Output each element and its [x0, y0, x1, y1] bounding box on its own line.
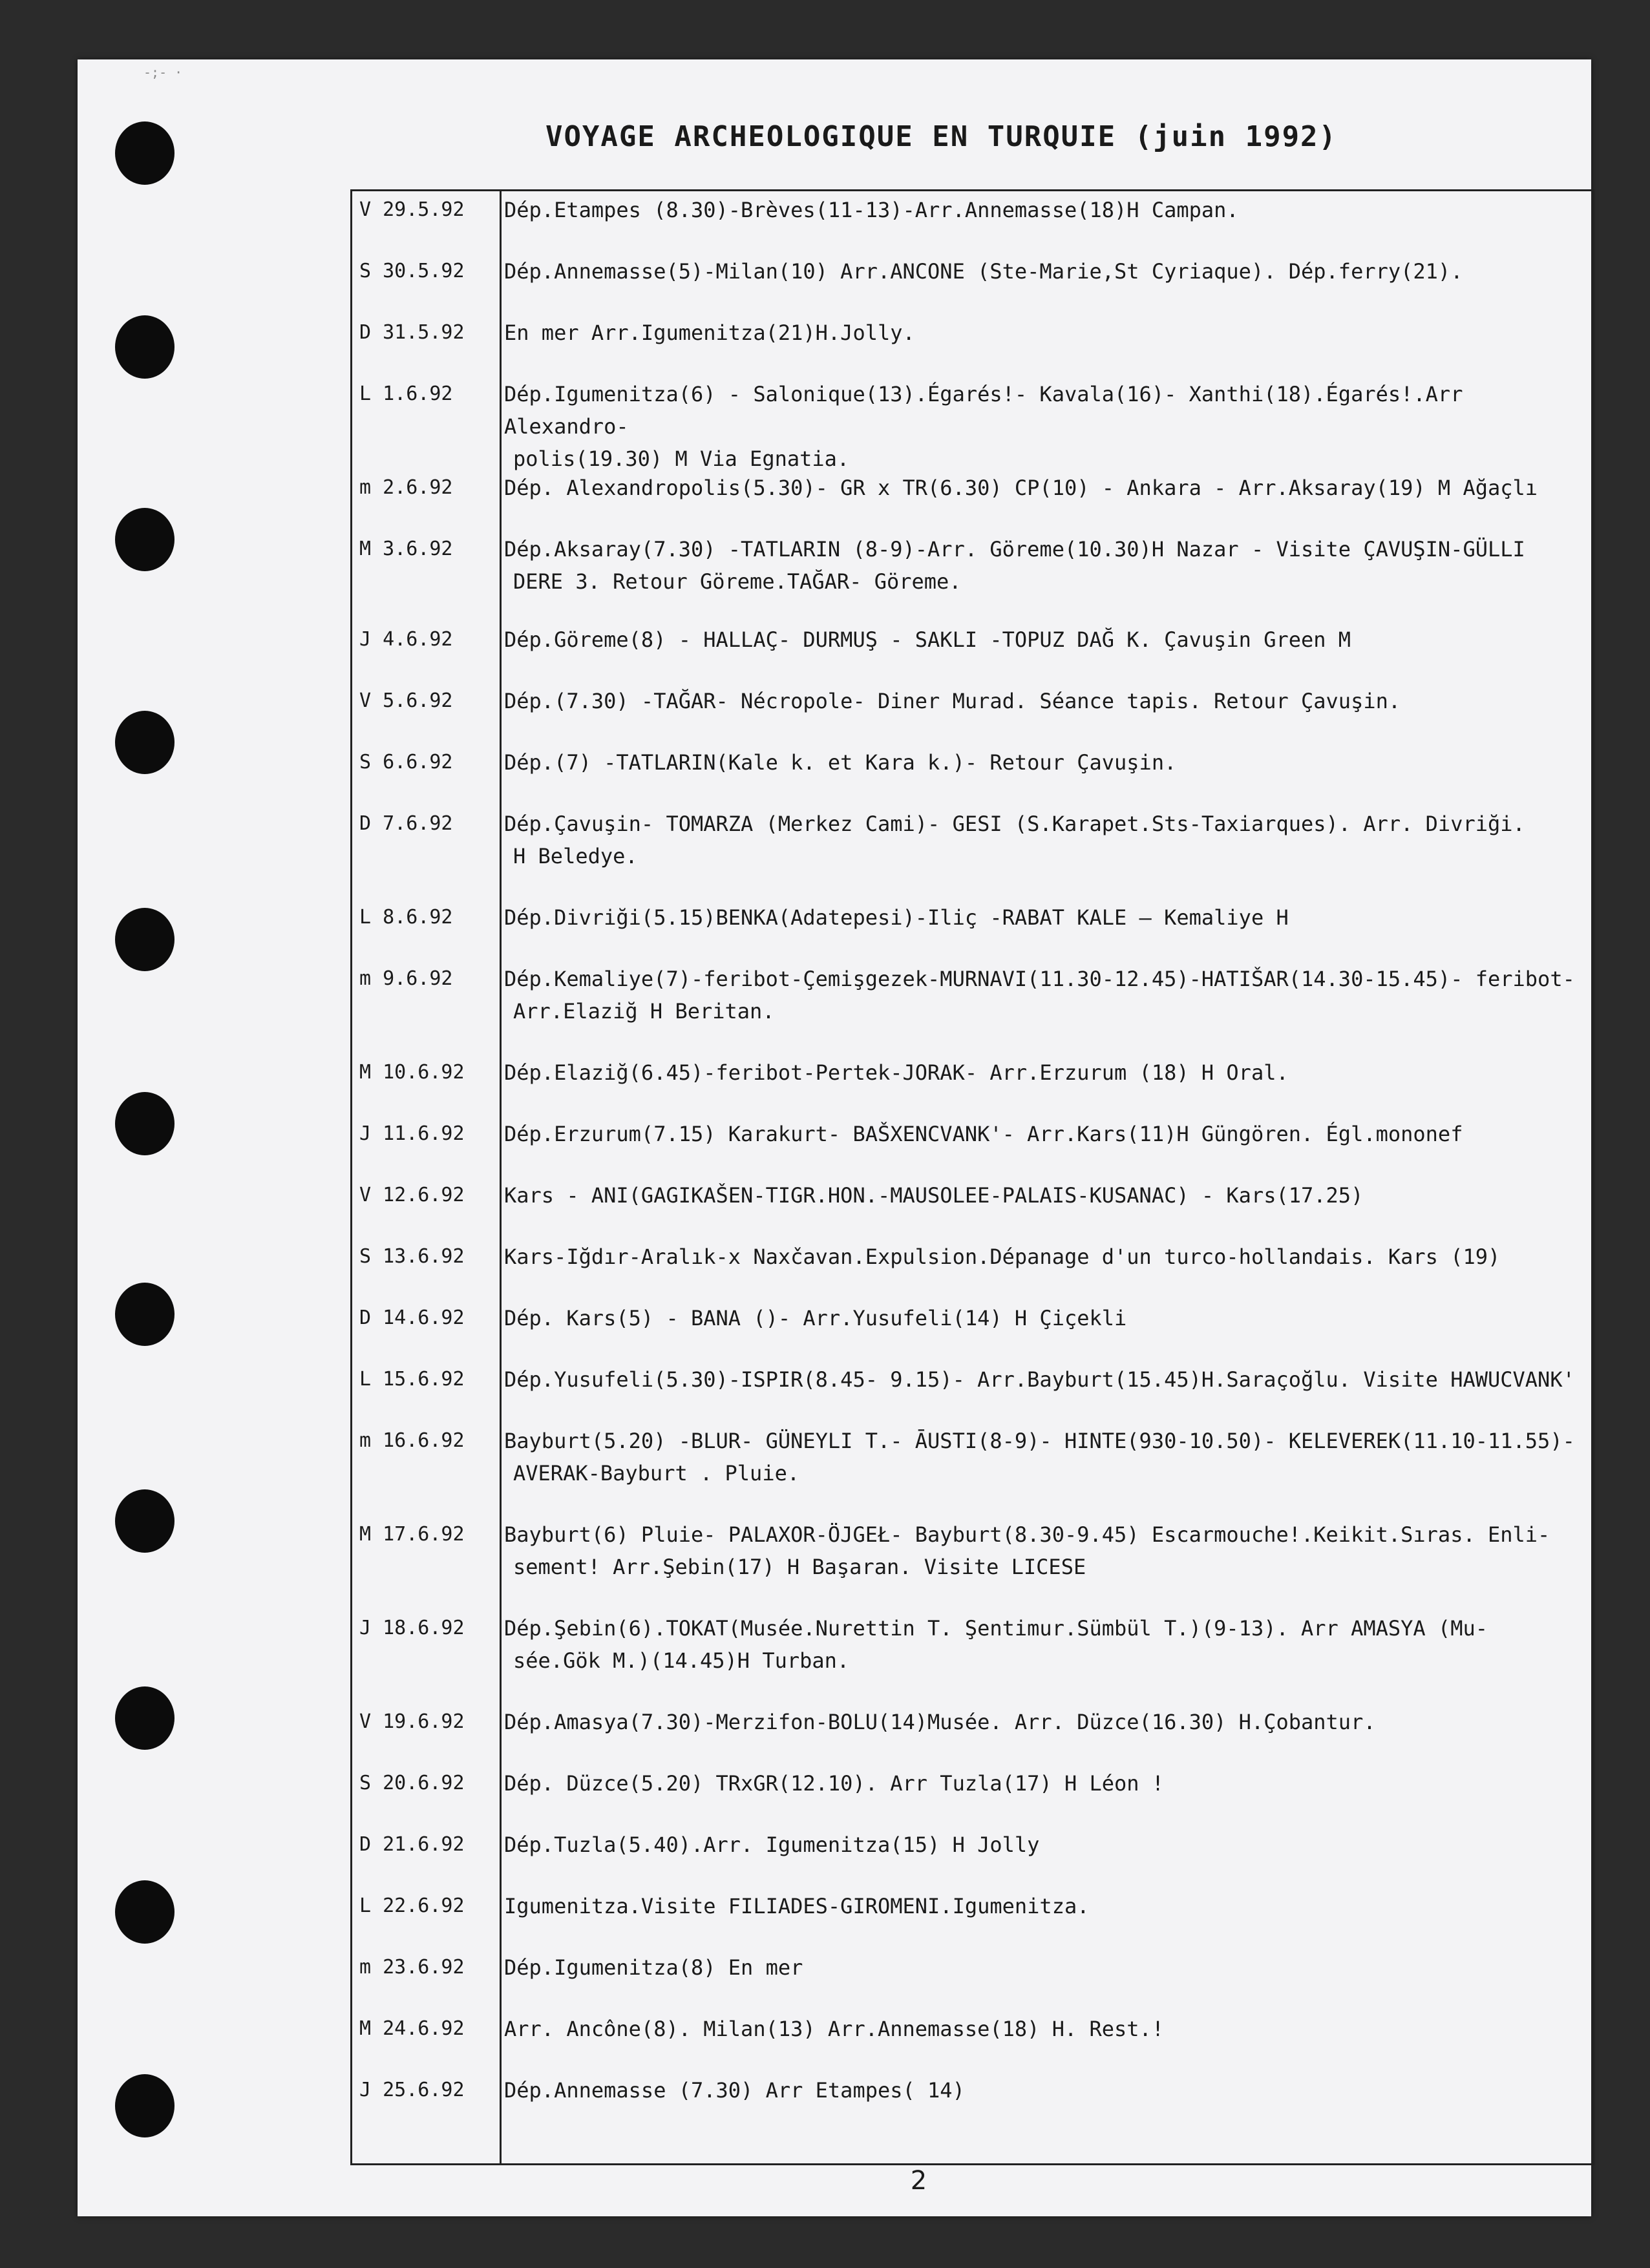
description-line: Dép.Annemasse (7.30) Arr Etampes( 14)	[504, 2078, 965, 2103]
binder-hole	[115, 315, 175, 379]
row-description	[504, 1302, 1577, 1334]
row-description	[504, 1612, 1577, 1677]
row-date: m 16.6.92	[359, 1429, 465, 1452]
row-date: L 1.6.92	[359, 383, 453, 405]
row-description	[504, 1706, 1577, 1738]
description-line: Arr. Ancône(8). Milan(13) Arr.Annemasse(18) H. Rest.!	[504, 2017, 1165, 2041]
row-description	[504, 194, 1577, 226]
row-date: J 25.6.92	[359, 2079, 465, 2101]
binder-hole	[115, 2074, 175, 2137]
row-date: J 4.6.92	[359, 628, 453, 651]
row-description	[504, 1363, 1577, 1396]
row-date: M 10.6.92	[359, 1061, 465, 1084]
description-line: Dép.Yusufeli(5.30)-ISPIR(8.45- 9.15)- Arr.Bayburt(15.45)H.Saraçoğlu. Visite HAWUCVANK'	[504, 1367, 1575, 1392]
row-date: S 6.6.92	[359, 751, 453, 773]
row-date: V 19.6.92	[359, 1710, 465, 1733]
description-line: Bayburt(5.20) -BLUR- GÜNEYLI T.- ĀUSTI(8-9)- HINTE(930-10.50)- KELEVEREK(11.10-11.55)-	[504, 1429, 1575, 1453]
row-date: V 5.6.92	[359, 689, 453, 712]
row-description	[504, 472, 1577, 504]
row-description	[504, 533, 1577, 598]
row-description	[504, 1890, 1577, 1922]
page-number: 2	[910, 2166, 927, 2196]
document-title: VOYAGE ARCHEOLOGIQUE EN TURQUIE (juin 1992)	[545, 120, 1338, 153]
description-line: AVERAK-Bayburt . Pluie.	[513, 1461, 800, 1486]
row-date: S 30.5.92	[359, 260, 465, 282]
row-date: L 22.6.92	[359, 1895, 465, 1917]
description-line: H Beledye.	[513, 844, 638, 868]
row-description	[504, 1179, 1577, 1212]
description-line: Dép.Divriği(5.15)BENKA(Adatepesi)-Iliç -RABAT KALE – Kemaliye H	[504, 905, 1289, 930]
row-description	[504, 808, 1577, 872]
row-date: M 3.6.92	[359, 538, 453, 560]
description-line: Dép.(7.30) -TAĞAR- Nécropole- Diner Murad. Séance tapis. Retour Çavuşin.	[504, 689, 1401, 713]
description-line: Kars - ANI(GAGIKAŠEN-TIGR.HON.-MAUSOLEE-PALAIS-KUSANAC) - Kars(17.25)	[504, 1183, 1364, 1208]
row-description	[504, 746, 1577, 779]
description-line: Dép.Tuzla(5.40).Arr. Igumenitza(15) H Jolly	[504, 1832, 1040, 1857]
description-line: Dép.Amasya(7.30)-Merzifon-BOLU(14)Musée. Arr. Düzce(16.30) H.Çobantur.	[504, 1710, 1376, 1734]
description-line: Dép.Şebin(6).TOKAT(Musée.Nurettin T. Şentimur.Sümbül T.)(9-13). Arr AMASYA (Mu-	[504, 1616, 1488, 1641]
row-date: D 14.6.92	[359, 1307, 465, 1329]
binder-hole	[115, 1489, 175, 1553]
row-description	[504, 378, 1577, 475]
description-line: polis(19.30) M Via Egnatia.	[513, 446, 850, 471]
description-line: Kars-Iğdır-Aralık-x Naxčavan.Expulsion.Dépanage d'un turco-hollandais. Kars (19)	[504, 1244, 1501, 1269]
row-description	[504, 1056, 1577, 1089]
row-description	[504, 901, 1577, 934]
description-line: Dép.Annemasse(5)-Milan(10) Arr.ANCONE (Ste-Marie,St Cyriaque). Dép.ferry(21).	[504, 259, 1463, 284]
row-date: S 20.6.92	[359, 1772, 465, 1794]
description-line: Dép. Düzce(5.20) TRxGR(12.10). Arr Tuzla(17) H Léon !	[504, 1771, 1165, 1796]
row-description	[504, 2013, 1577, 2045]
row-date: V 29.5.92	[359, 198, 465, 221]
binder-hole	[115, 711, 175, 774]
description-line: Dép.Elaziğ(6.45)-feribot-Pertek-JORAK- Arr.Erzurum (18) H Oral.	[504, 1060, 1289, 1085]
row-description	[504, 317, 1577, 349]
description-line: Dép. Kars(5) - BANA ()- Arr.Yusufeli(14) H Çiçekli	[504, 1306, 1127, 1330]
description-line: sement! Arr.Şebin(17) H Başaran. Visite LICESE	[513, 1555, 1086, 1579]
row-date: J 11.6.92	[359, 1122, 465, 1145]
row-description	[504, 1951, 1577, 1984]
row-date: m 9.6.92	[359, 967, 453, 990]
description-line: En mer Arr.Igumenitza(21)H.Jolly.	[504, 320, 915, 345]
binder-hole	[115, 1092, 175, 1155]
description-line: Dép.Kemaliye(7)-feribot-Çemişgezek-MURNAVI(11.30-12.45)-HATIŠAR(14.30-15.45)- feribot-	[504, 967, 1575, 991]
description-line: Dép.Etampes (8.30)-Brèves(11-13)-Arr.Annemasse(18)H Campan.	[504, 198, 1239, 222]
row-description	[504, 963, 1577, 1027]
description-line: Dép.(7) -TATLARIN(Kale k. et Kara k.)- Retour Çavuşin.	[504, 750, 1177, 775]
row-description	[504, 685, 1577, 717]
binder-hole	[115, 908, 175, 971]
corner-mark: -;- ·	[143, 65, 183, 80]
row-description	[504, 1118, 1577, 1150]
row-date: M 17.6.92	[359, 1523, 465, 1546]
description-line: DERE 3. Retour Göreme.TAĞAR- Göreme.	[513, 569, 962, 594]
description-line: sée.Gök M.)(14.45)H Turban.	[513, 1648, 850, 1673]
row-description	[504, 1829, 1577, 1861]
row-description	[504, 255, 1577, 288]
description-line: Dép.Erzurum(7.15) Karakurt- BAŠXENCVANK'- Arr.Kars(11)H Güngören. Égl.mononef	[504, 1122, 1463, 1146]
row-description	[504, 2074, 1577, 2106]
description-line: Bayburt(6) Pluie- PALAXOR-ÖJGEŁ- Bayburt(8.30-9.45) Escarmouche!.Keikit.Sıras. Enli-	[504, 1522, 1550, 1547]
row-date: D 21.6.92	[359, 1833, 465, 1856]
row-date: D 7.6.92	[359, 812, 453, 835]
description-line: Dép.Igumenitza(8) En mer	[504, 1955, 803, 1980]
row-date: V 12.6.92	[359, 1184, 465, 1206]
binder-hole	[115, 1283, 175, 1346]
column-divider	[500, 189, 502, 2165]
row-description	[504, 624, 1577, 656]
row-date: M 24.6.92	[359, 2017, 465, 2040]
description-line: Dép. Alexandropolis(5.30)- GR x TR(6.30) CP(10) - Ankara - Arr.Aksaray(19) M Ağaçlı	[504, 476, 1538, 500]
binder-hole	[115, 508, 175, 571]
row-description	[504, 1241, 1577, 1273]
row-description	[504, 1425, 1577, 1489]
binder-hole	[115, 1880, 175, 1944]
row-date: m 2.6.92	[359, 476, 453, 499]
binder-hole	[115, 1686, 175, 1750]
row-date: L 8.6.92	[359, 906, 453, 929]
row-date: J 18.6.92	[359, 1617, 465, 1639]
row-date: L 15.6.92	[359, 1368, 465, 1391]
row-date: S 13.6.92	[359, 1245, 465, 1268]
description-line: Dép.Çavuşin- TOMARZA (Merkez Cami)- GESI (S.Karapet.Sts-Taxiarques). Arr. Divriği.	[504, 812, 1525, 836]
row-date: D 31.5.92	[359, 321, 465, 344]
row-description	[504, 1767, 1577, 1800]
description-line: Dép.Igumenitza(6) - Salonique(13).Égarés!- Kavala(16)- Xanthi(18).Égarés!.Arr Alexandro-	[504, 382, 1475, 439]
description-line: Dép.Göreme(8) - HALLAÇ- DURMUŞ - SAKLI -TOPUZ DAĞ K. Çavuşin Green M	[504, 627, 1351, 652]
row-date: m 23.6.92	[359, 1956, 465, 1979]
description-line: Arr.Elaziğ H Beritan.	[513, 999, 775, 1024]
description-line: Igumenitza.Visite FILIADES-GIROMENI.Igumenitza.	[504, 1894, 1090, 1918]
row-description	[504, 1518, 1577, 1583]
description-line: Dép.Aksaray(7.30) -TATLARIN (8-9)-Arr. Göreme(10.30)H Nazar - Visite ÇAVUŞIN-GÜLLI	[504, 537, 1525, 562]
